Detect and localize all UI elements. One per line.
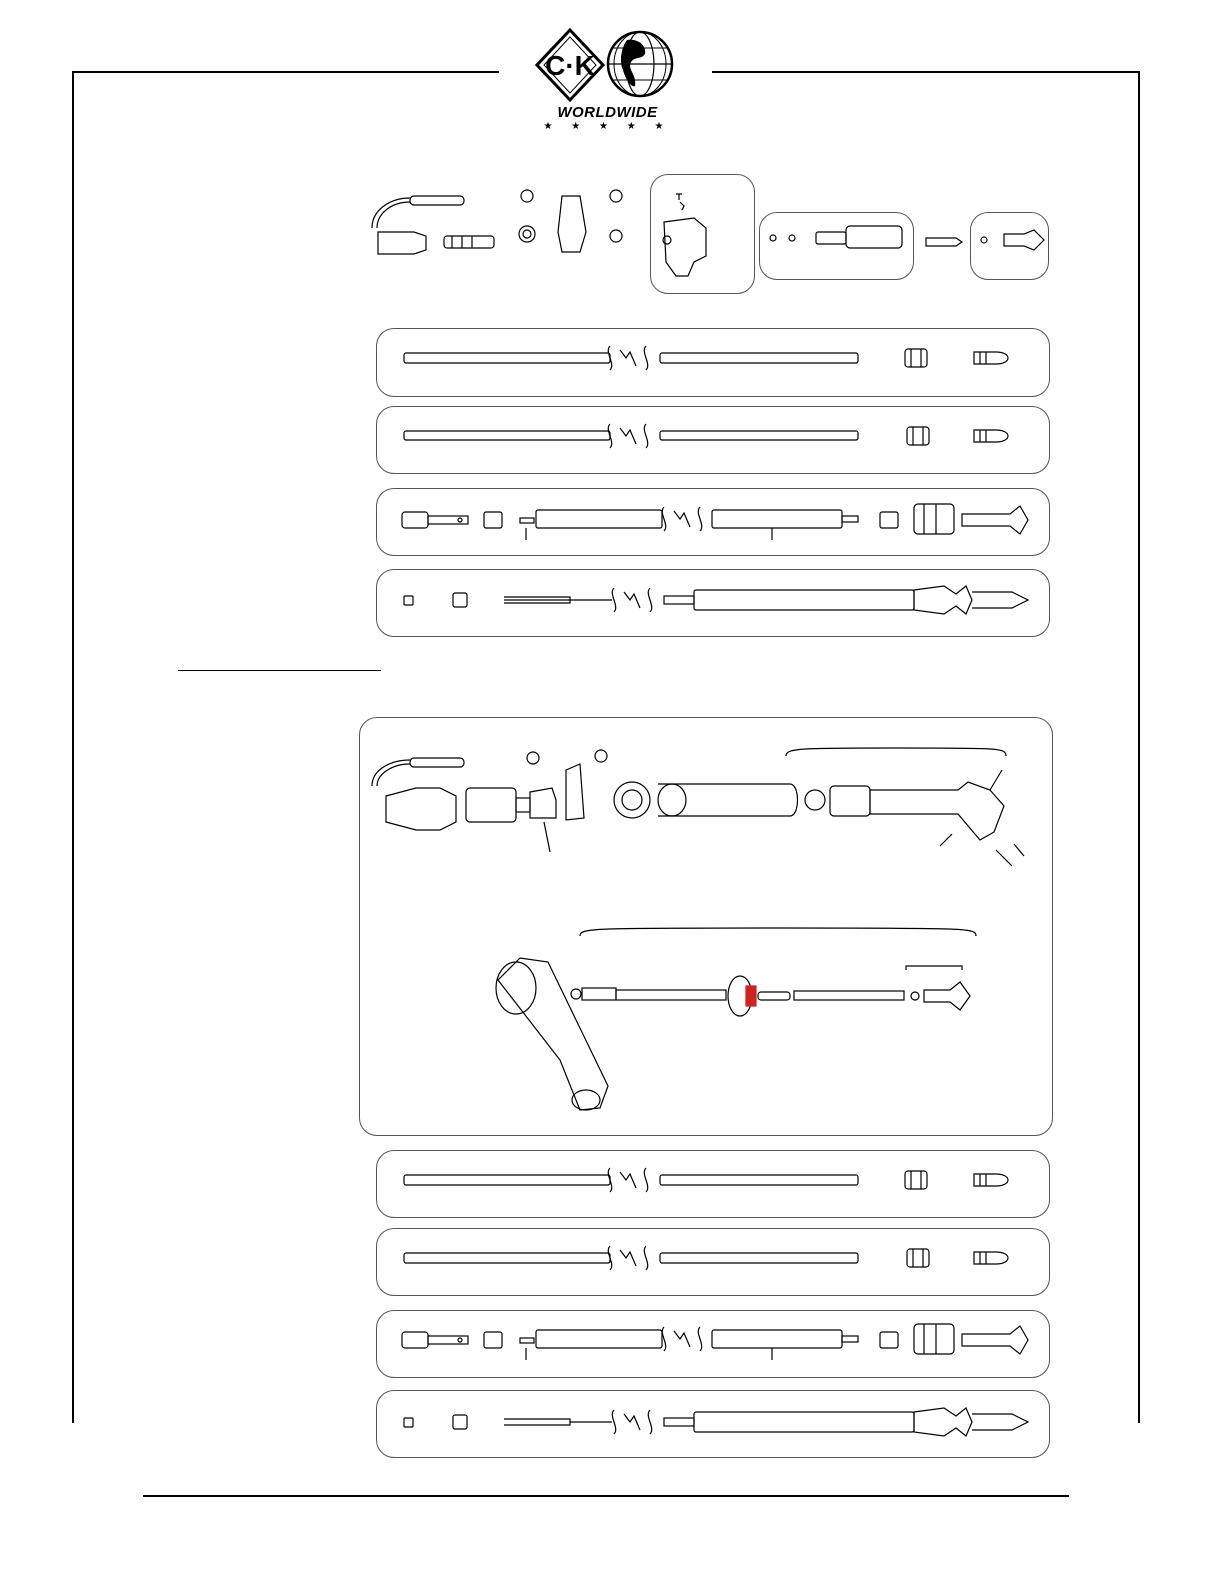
- exploded-torch-drawing: [372, 748, 1024, 1110]
- row-6-drawing: [404, 1246, 1008, 1270]
- svg-text:C·K: C·K: [545, 50, 595, 81]
- top-row-parts: [372, 190, 1044, 276]
- logo-stars: ★ ★ ★ ★ ★: [543, 121, 672, 132]
- row-1-drawing: [404, 346, 1008, 370]
- row-4-drawing: [404, 586, 1028, 614]
- row-8-drawing: [404, 1408, 1028, 1436]
- row-5-drawing: [404, 1168, 1008, 1192]
- row-3-drawing: [402, 504, 1028, 540]
- row-7-drawing: [402, 1324, 1028, 1360]
- logo-brand-text: WORLDWIDE: [557, 104, 658, 121]
- row-2-drawing: [404, 424, 1008, 448]
